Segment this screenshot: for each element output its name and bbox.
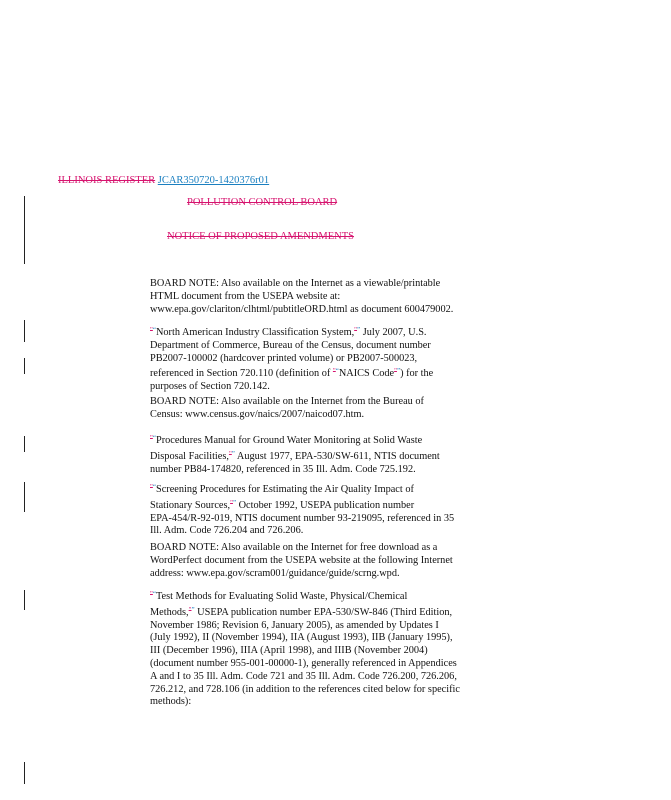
- text-line: [150, 497, 470, 513]
- text-line: Procedures Manual for Ground Water Monitoring at Solid Waste: [155, 435, 423, 446]
- text-line: October 1992, USEPA publication number: [236, 499, 415, 511]
- text-line: ”: [357, 326, 361, 334]
- text-line: Census: www.census.gov/naics/2007/naicod07.htm.: [150, 408, 365, 420]
- text-line: BOARD NOTE: Also available on the Internet as a viewable/printable: [150, 278, 441, 289]
- text-line: [150, 324, 470, 340]
- board-note-paragraph: [150, 542, 470, 580]
- change-bar: [24, 482, 25, 512]
- text-line: [150, 481, 470, 497]
- text-line: (document number 955-001-00000-1), generally referenced in Appendices: [150, 657, 457, 669]
- text-line: ": [150, 483, 153, 491]
- text-line: “: [335, 367, 339, 376]
- text-line: Stationary Sources,: [150, 499, 231, 511]
- text-line: ": [150, 326, 153, 334]
- text-line: www.epa.gov/clariton/clhtml/pubtitleORD.html as document 600479002.: [150, 303, 454, 315]
- notice-title: NOTICE OF PROPOSED AMENDMENTS: [167, 231, 354, 242]
- text-line: III (December 1996), IIIA (April 1998), and IIIB (November 2004): [150, 645, 428, 657]
- jcar-id: JCAR350720-1420376r01: [157, 175, 270, 186]
- text-line: North American Industry Classification System,: [155, 327, 355, 338]
- register-title: ILLINOIS REGISTER: [58, 175, 156, 186]
- text-line: WordPerfect document from the USEPA website at the following Internet: [150, 554, 453, 566]
- text-line: A and I to 35 Ill. Adm. Code 721 and 35 Ill. Adm. Code 726.200, 726.206,: [150, 670, 457, 682]
- text-line: Disposal Facilities,: [150, 450, 229, 462]
- text-line: ”: [191, 605, 195, 614]
- text-line: ”: [232, 498, 237, 507]
- text-line: ) for the: [400, 368, 434, 380]
- change-bar: [24, 196, 25, 264]
- text-line: ": [188, 605, 192, 614]
- text-line: ": [394, 367, 397, 376]
- text-line: Test Methods for Evaluating Solid Waste, Physical/Chemical: [155, 591, 408, 602]
- change-bar: [24, 358, 25, 374]
- text-line: July 2007, U.S.: [360, 327, 427, 338]
- text-line: ”: [396, 367, 401, 376]
- text-line: methods):: [150, 696, 192, 708]
- text-line: ": [354, 326, 358, 334]
- text-line: address: www.epa.gov/scram001/guidance/guide/scrng.wpd.: [150, 567, 400, 579]
- text-line: (July 1992), II (November 1994), IIA (August 1993), IIB (January 1995),: [150, 632, 453, 644]
- text-line: ”: [231, 449, 235, 458]
- text-line: ": [150, 434, 153, 442]
- text-line: purposes of Section 720.142.: [150, 381, 270, 393]
- register-header: [58, 175, 269, 186]
- text-line: “: [152, 590, 156, 598]
- text-line: ": [150, 590, 153, 598]
- reference-paragraph: [150, 432, 470, 476]
- reference-paragraph: [150, 588, 470, 709]
- text-line: NAICS Code: [338, 368, 395, 380]
- text-line: November 1986; Revision 6, January 2005), as amended by Updates I: [150, 619, 439, 631]
- board-note-paragraph: [150, 396, 470, 422]
- text-line: 726.212, and 728.106 (in addition to the references cited below for specific: [150, 683, 460, 695]
- text-line: “: [152, 326, 156, 334]
- text-line: EPA-454/R-92-019, NTIS document number 93-219095, referenced in 35: [150, 512, 455, 524]
- change-bar: [24, 590, 25, 610]
- text-line: USEPA publication number EPA-530/SW-846 (Third Edition,: [194, 606, 453, 618]
- text-line: HTML document from the USEPA website at:: [150, 290, 341, 302]
- text-line: [150, 588, 470, 604]
- text-line: August 1977, EPA-530/SW-611, NTIS document: [234, 450, 440, 462]
- text-line: Department of Commerce, Bureau of the Census, document number: [150, 339, 431, 351]
- text-line: ": [332, 367, 336, 376]
- text-line: PB2007-100002 (hardcover printed volume) or PB2007-500023,: [150, 352, 418, 364]
- board-note-paragraph: [150, 278, 470, 316]
- text-line: [150, 365, 470, 381]
- text-line: ": [228, 449, 232, 458]
- change-bar: [24, 436, 25, 452]
- text-line: Methods,: [150, 606, 189, 618]
- text-line: BOARD NOTE: Also available on the Internet from the Bureau of: [150, 396, 424, 407]
- board-name: POLLUTION CONTROL BOARD: [187, 197, 338, 208]
- text-line: “: [152, 434, 156, 442]
- text-line: [150, 432, 470, 448]
- text-line: ": [230, 498, 233, 507]
- change-bar: [24, 762, 25, 784]
- text-line: number PB84-174820, referenced in 35 Ill. Adm. Code 725.192.: [150, 463, 416, 475]
- text-line: BOARD NOTE: Also available on the Internet for free download as a: [150, 542, 438, 553]
- reference-paragraph: [150, 481, 470, 538]
- text-line: Screening Procedures for Estimating the Air Quality Impact of: [155, 484, 414, 495]
- text-line: referenced in Section 720.110 (definition of: [150, 368, 333, 380]
- text-line: [150, 448, 470, 464]
- text-line: [150, 604, 470, 620]
- text-line: Ill. Adm. Code 726.204 and 726.206.: [150, 525, 304, 537]
- reference-paragraph: [150, 324, 470, 394]
- change-bar: [24, 320, 25, 342]
- text-line: “: [152, 483, 156, 491]
